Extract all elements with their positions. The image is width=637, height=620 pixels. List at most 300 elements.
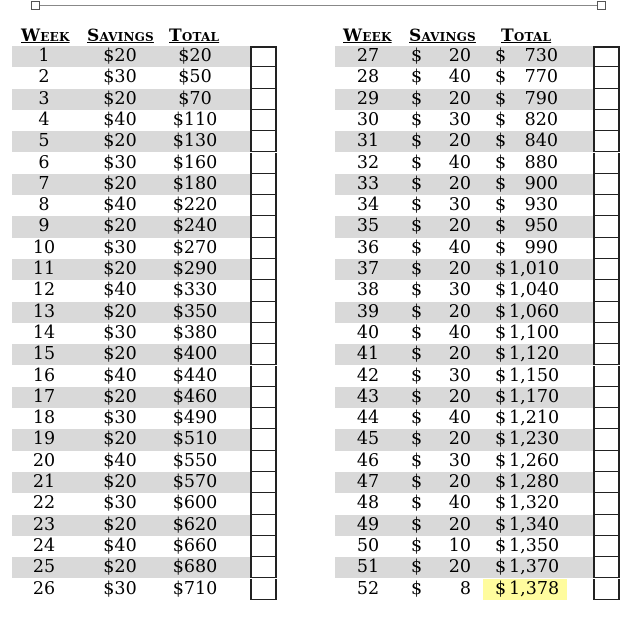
total-cell: 1,010 [509, 259, 560, 279]
week-cell: 31 [356, 131, 380, 152]
table-row [335, 131, 593, 152]
table-row [335, 216, 593, 237]
table-row [335, 153, 593, 174]
currency-symbol: $ [495, 578, 507, 599]
week-cell: 14 [32, 322, 56, 343]
currency-symbol: $ [495, 67, 507, 88]
total-cell: 790 [524, 88, 558, 109]
savings-cell: $30 [103, 578, 137, 599]
week-checkbox[interactable] [250, 408, 277, 429]
savings-cell: $20 [103, 557, 137, 578]
savings-cell: 30 [448, 365, 471, 386]
week-checkbox[interactable] [250, 536, 277, 557]
table-row [335, 89, 593, 110]
week-checkbox[interactable] [593, 302, 620, 323]
savings-cell: $20 [103, 301, 137, 322]
table-row [335, 366, 593, 387]
total-cell: 950 [524, 216, 558, 237]
week-cell: 43 [356, 386, 380, 407]
total-cell: 1,170 [509, 386, 560, 407]
table-row [12, 238, 250, 259]
currency-symbol: $ [495, 344, 507, 365]
total-cell: $680 [172, 557, 218, 578]
savings-cell: $20 [103, 514, 137, 535]
week-checkbox[interactable] [250, 259, 277, 280]
table-row [12, 557, 250, 578]
week-checkbox[interactable] [593, 493, 620, 514]
total-cell: $70 [178, 88, 212, 109]
total-cell: $460 [172, 386, 218, 407]
week-checkbox[interactable] [250, 429, 277, 450]
currency-symbol: $ [411, 259, 423, 279]
week-cell: 24 [32, 535, 56, 556]
week-cell: 22 [32, 493, 56, 514]
savings-cell: 30 [448, 280, 471, 301]
week-cell: 17 [32, 386, 56, 407]
week-cell: 36 [356, 237, 380, 258]
table-row [335, 46, 593, 67]
currency-symbol: $ [411, 450, 423, 471]
table-row [12, 472, 250, 493]
total-cell: 1,230 [509, 429, 560, 450]
savings-cell: 40 [448, 493, 471, 514]
savings-cell: 10 [448, 535, 471, 556]
week-cell: 1 [38, 46, 50, 66]
savings-cell: $40 [103, 450, 137, 471]
currency-symbol: $ [495, 365, 507, 386]
currency-symbol: $ [411, 216, 423, 237]
week-cell: 44 [356, 408, 380, 429]
week-cell: 9 [38, 216, 50, 237]
table-row [12, 323, 250, 344]
table-row [12, 46, 250, 67]
total-cell: $380 [172, 322, 218, 343]
total-cell: $400 [172, 344, 218, 365]
week-checkbox[interactable] [250, 238, 277, 259]
right-header-week: Week [343, 26, 392, 46]
total-cell: 1,350 [509, 535, 560, 556]
table-row [12, 216, 250, 237]
table-row [12, 195, 250, 216]
table-row [335, 195, 593, 216]
week-checkbox[interactable] [250, 493, 277, 514]
table-row [12, 579, 250, 600]
week-checkbox[interactable] [250, 280, 277, 301]
table-row [335, 387, 593, 408]
week-checkbox[interactable] [593, 153, 620, 174]
currency-symbol: $ [495, 429, 507, 450]
currency-symbol: $ [495, 259, 507, 279]
savings-cell: 40 [448, 67, 471, 88]
table-row [12, 131, 250, 152]
currency-symbol: $ [411, 493, 423, 514]
total-cell: 900 [524, 173, 558, 194]
currency-symbol: $ [495, 46, 507, 66]
savings-cell: $20 [103, 46, 137, 66]
total-cell: 990 [524, 237, 558, 258]
week-cell: 7 [38, 173, 50, 194]
week-checkbox[interactable] [593, 472, 620, 493]
savings-cell: 20 [448, 514, 471, 535]
savings-cell: $20 [103, 344, 137, 365]
savings-cell: 20 [448, 429, 471, 450]
week-checkbox[interactable] [250, 216, 277, 237]
currency-symbol: $ [411, 195, 423, 216]
savings-cell: 20 [448, 216, 471, 237]
week-checkbox[interactable] [593, 408, 620, 429]
currency-symbol: $ [411, 322, 423, 343]
week-cell: 15 [32, 344, 56, 365]
table-row [335, 302, 593, 323]
table-row [12, 89, 250, 110]
week-cell: 28 [356, 67, 380, 88]
table-row [335, 67, 593, 88]
week-checkbox[interactable] [250, 174, 277, 195]
table-row [335, 408, 593, 429]
week-cell: 16 [32, 365, 56, 386]
savings-cell: $40 [103, 109, 137, 130]
week-cell: 37 [356, 259, 380, 279]
savings-cell: $30 [103, 152, 137, 173]
currency-symbol: $ [495, 280, 507, 301]
week-checkbox[interactable] [250, 451, 277, 472]
savings-cell: $40 [103, 280, 137, 301]
week-checkbox[interactable] [593, 131, 620, 152]
table-row [335, 515, 593, 536]
table-row [12, 536, 250, 557]
currency-symbol: $ [495, 557, 507, 578]
week-checkbox[interactable] [250, 557, 277, 578]
savings-cell: $20 [103, 429, 137, 450]
week-checkbox[interactable] [593, 174, 620, 195]
savings-cell: 20 [448, 131, 471, 152]
table-row [12, 302, 250, 323]
currency-symbol: $ [411, 386, 423, 407]
currency-symbol: $ [411, 67, 423, 88]
table-row [335, 280, 593, 301]
week-cell: 50 [356, 535, 380, 556]
total-cell: $270 [172, 237, 218, 258]
savings-cell: $20 [103, 386, 137, 407]
total-cell: 1,150 [509, 365, 560, 386]
selection-line [35, 5, 601, 6]
savings-cell: $20 [103, 88, 137, 109]
left-header-total: Total [169, 26, 220, 46]
currency-symbol: $ [495, 493, 507, 514]
total-cell: 1,040 [509, 280, 560, 301]
week-checkbox[interactable] [593, 259, 620, 280]
week-cell: 4 [38, 109, 50, 130]
total-cell: $240 [172, 216, 218, 237]
right-header-savings: Savings [409, 26, 476, 46]
week-checkbox[interactable] [250, 387, 277, 408]
week-checkbox[interactable] [250, 153, 277, 174]
currency-symbol: $ [411, 408, 423, 429]
table-row [12, 493, 250, 514]
savings-cell: $40 [103, 535, 137, 556]
total-cell: $330 [172, 280, 218, 301]
savings-cell: 40 [448, 322, 471, 343]
currency-symbol: $ [411, 88, 423, 109]
total-cell: 1,260 [509, 450, 560, 471]
week-cell: 6 [38, 152, 50, 173]
savings-cell: $30 [103, 408, 137, 429]
week-cell: 42 [356, 365, 380, 386]
currency-symbol: $ [495, 514, 507, 535]
currency-symbol: $ [411, 535, 423, 556]
week-checkbox[interactable] [250, 89, 277, 110]
total-cell: $440 [172, 365, 218, 386]
savings-cell: $30 [103, 322, 137, 343]
table-row [12, 429, 250, 450]
week-cell: 39 [356, 301, 380, 322]
week-checkbox[interactable] [250, 67, 277, 88]
currency-symbol: $ [411, 514, 423, 535]
total-cell: $20 [178, 46, 212, 66]
table-row [12, 387, 250, 408]
savings-cell: 20 [448, 259, 471, 279]
week-checkbox[interactable] [250, 366, 277, 387]
week-checkbox[interactable] [250, 302, 277, 323]
table-row [335, 259, 593, 280]
resize-handle-right[interactable] [597, 1, 606, 10]
currency-symbol: $ [495, 131, 507, 152]
total-cell: 1,210 [509, 408, 560, 429]
total-cell: $710 [172, 578, 218, 599]
week-checkbox[interactable] [593, 344, 620, 365]
table-row [335, 493, 593, 514]
total-cell: 1,370 [509, 557, 560, 578]
week-checkbox[interactable] [593, 280, 620, 301]
savings-cell: 20 [448, 386, 471, 407]
table-row [335, 451, 593, 472]
savings-cell: $30 [103, 493, 137, 514]
week-checkbox[interactable] [593, 195, 620, 216]
currency-symbol: $ [411, 131, 423, 152]
week-cell: 32 [356, 152, 380, 173]
week-cell: 18 [32, 408, 56, 429]
week-checkbox[interactable] [250, 579, 277, 600]
week-cell: 13 [32, 301, 56, 322]
week-checkbox[interactable] [593, 387, 620, 408]
table-row [335, 174, 593, 195]
total-cell: $160 [172, 152, 218, 173]
currency-symbol: $ [495, 535, 507, 556]
week-checkbox[interactable] [593, 216, 620, 237]
savings-cell: 30 [448, 450, 471, 471]
total-cell: 1,320 [509, 493, 560, 514]
savings-cell: 20 [448, 344, 471, 365]
savings-cell: $20 [103, 472, 137, 492]
week-checkbox[interactable] [593, 451, 620, 472]
total-cell: $110 [172, 109, 218, 130]
total-cell: $510 [172, 429, 218, 450]
savings-cell: 20 [448, 472, 471, 492]
savings-cell: 20 [448, 301, 471, 322]
total-cell: $350 [172, 301, 218, 322]
total-cell: 1,280 [509, 472, 560, 492]
table-row [335, 323, 593, 344]
total-cell: 930 [524, 195, 558, 216]
total-cell: 730 [524, 46, 558, 66]
week-cell: 8 [38, 195, 50, 216]
table-row [335, 472, 593, 493]
week-checkbox[interactable] [593, 579, 620, 600]
week-cell: 3 [38, 88, 50, 109]
total-cell: 770 [524, 67, 558, 88]
currency-symbol: $ [495, 322, 507, 343]
week-checkbox[interactable] [593, 46, 620, 67]
savings-cell: $40 [103, 365, 137, 386]
week-cell: 35 [356, 216, 380, 237]
currency-symbol: $ [411, 152, 423, 173]
total-cell: 1,378 [509, 578, 560, 599]
table-row [335, 579, 593, 600]
currency-symbol: $ [411, 365, 423, 386]
week-checkbox[interactable] [593, 89, 620, 110]
week-checkbox[interactable] [250, 472, 277, 493]
left-header-savings: Savings [87, 26, 154, 46]
total-cell: $50 [178, 67, 212, 88]
week-checkbox[interactable] [250, 110, 277, 131]
week-checkbox[interactable] [250, 46, 277, 67]
currency-symbol: $ [411, 109, 423, 130]
total-cell: 1,060 [509, 301, 560, 322]
week-checkbox[interactable] [593, 110, 620, 131]
currency-symbol: $ [495, 472, 507, 492]
week-cell: 25 [32, 557, 56, 578]
savings-cell: $40 [103, 195, 137, 216]
week-checkbox[interactable] [593, 323, 620, 344]
table-row [335, 344, 593, 365]
table-row [12, 259, 250, 280]
currency-symbol: $ [411, 472, 423, 492]
savings-cell: $20 [103, 216, 137, 237]
week-cell: 45 [356, 429, 380, 450]
week-checkbox[interactable] [250, 323, 277, 344]
week-checkbox[interactable] [593, 557, 620, 578]
savings-cell: 30 [448, 195, 471, 216]
currency-symbol: $ [495, 237, 507, 258]
week-cell: 30 [356, 109, 380, 130]
total-cell: $600 [172, 493, 218, 514]
currency-symbol: $ [411, 46, 423, 66]
week-checkbox[interactable] [593, 515, 620, 536]
total-cell: $570 [172, 472, 218, 492]
week-cell: 20 [32, 450, 56, 471]
savings-cell: $20 [103, 173, 137, 194]
currency-symbol: $ [411, 578, 423, 599]
table-row [12, 515, 250, 536]
total-cell: 880 [524, 152, 558, 173]
currency-symbol: $ [495, 109, 507, 130]
currency-symbol: $ [411, 344, 423, 365]
savings-cell: 40 [448, 408, 471, 429]
week-cell: 12 [32, 280, 56, 301]
resize-handle-left[interactable] [31, 1, 40, 10]
savings-cell: 40 [448, 237, 471, 258]
savings-cell: $30 [103, 237, 137, 258]
week-cell: 11 [32, 259, 56, 279]
savings-cell: 20 [448, 173, 471, 194]
week-cell: 21 [32, 472, 56, 492]
savings-cell: 20 [448, 557, 471, 578]
table-row [12, 110, 250, 131]
currency-symbol: $ [495, 195, 507, 216]
table-row [12, 451, 250, 472]
table-row [335, 429, 593, 450]
currency-symbol: $ [495, 88, 507, 109]
total-cell: $130 [172, 131, 218, 152]
currency-symbol: $ [411, 173, 423, 194]
total-cell: $180 [172, 173, 218, 194]
week-checkbox[interactable] [593, 238, 620, 259]
total-cell: 1,120 [509, 344, 560, 365]
savings-cell: $20 [103, 131, 137, 152]
week-cell: 48 [356, 493, 380, 514]
total-cell: 820 [524, 109, 558, 130]
week-cell: 52 [356, 578, 380, 599]
week-cell: 26 [32, 578, 56, 599]
total-cell: $220 [172, 195, 218, 216]
week-checkbox[interactable] [593, 429, 620, 450]
week-cell: 49 [356, 514, 380, 535]
week-checkbox[interactable] [593, 536, 620, 557]
savings-cell: 40 [448, 152, 471, 173]
week-cell: 46 [356, 450, 380, 471]
total-cell: 840 [524, 131, 558, 152]
table-row [12, 67, 250, 88]
savings-cell: 8 [459, 578, 471, 599]
week-checkbox[interactable] [593, 366, 620, 387]
savings-cell: 20 [448, 88, 471, 109]
currency-symbol: $ [495, 216, 507, 237]
week-checkbox[interactable] [250, 195, 277, 216]
total-cell: $490 [172, 408, 218, 429]
currency-symbol: $ [411, 301, 423, 322]
week-cell: 34 [356, 195, 380, 216]
week-checkbox[interactable] [250, 344, 277, 365]
table-row [12, 280, 250, 301]
left-header-week: Week [21, 26, 70, 46]
table-row [335, 238, 593, 259]
total-cell: $660 [172, 535, 218, 556]
week-checkbox[interactable] [593, 67, 620, 88]
total-cell: 1,340 [509, 514, 560, 535]
currency-symbol: $ [411, 237, 423, 258]
week-cell: 41 [356, 344, 380, 365]
table-row [12, 174, 250, 195]
currency-symbol: $ [411, 280, 423, 301]
week-cell: 10 [32, 237, 56, 258]
table-row [335, 536, 593, 557]
week-cell: 47 [356, 472, 380, 492]
currency-symbol: $ [495, 386, 507, 407]
week-cell: 38 [356, 280, 380, 301]
table-row [335, 557, 593, 578]
currency-symbol: $ [411, 557, 423, 578]
currency-symbol: $ [495, 301, 507, 322]
total-cell: 1,100 [509, 322, 560, 343]
week-checkbox[interactable] [250, 515, 277, 536]
week-checkbox[interactable] [250, 131, 277, 152]
total-cell: $290 [172, 259, 218, 279]
right-header-total: Total [501, 26, 552, 46]
table-row [12, 408, 250, 429]
week-cell: 40 [356, 322, 380, 343]
savings-cell: 30 [448, 109, 471, 130]
table-row [12, 366, 250, 387]
